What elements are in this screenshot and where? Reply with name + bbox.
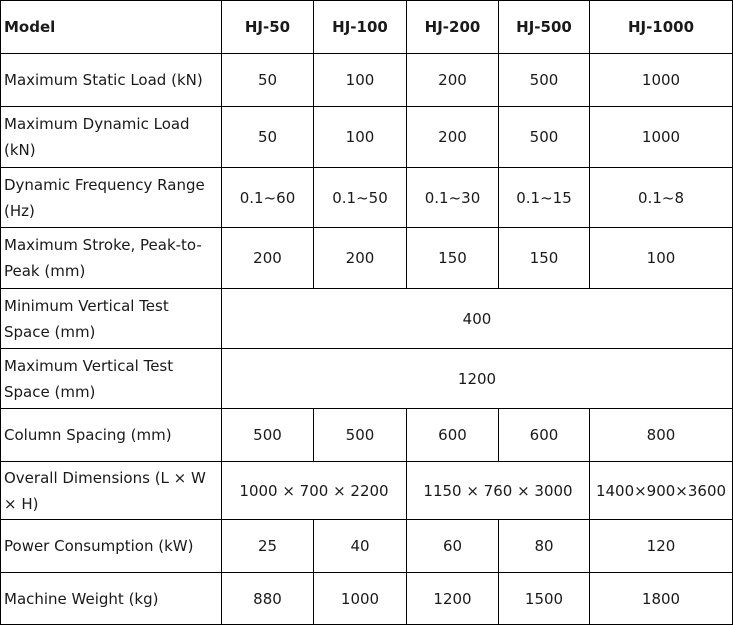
cell-value: 1200: [407, 573, 499, 625]
model-hj-100: HJ-100: [314, 1, 407, 54]
cell-value: 500: [314, 409, 407, 462]
cell-value: 50: [222, 107, 314, 168]
model-hj-50: HJ-50: [222, 1, 314, 54]
cell-value: 600: [407, 409, 499, 462]
cell-value: 80: [499, 520, 590, 573]
cell-value: 150: [499, 228, 590, 289]
cell-value: 1800: [590, 573, 733, 625]
cell-value: 1000: [590, 107, 733, 168]
cell-value: 0.1~8: [590, 168, 733, 228]
row-label: Minimum Vertical Test Space (mm): [1, 289, 222, 349]
cell-value-merged: 1150 × 760 × 3000: [407, 462, 590, 520]
row-label: Maximum Static Load (kN): [1, 54, 222, 107]
row-label: Maximum Vertical Test Space (mm): [1, 349, 222, 409]
cell-value-merged: 400: [222, 289, 733, 349]
row-frequency: [1, 168, 733, 228]
cell-value: 0.1~15: [499, 168, 590, 228]
cell-value: 50: [222, 54, 314, 107]
row-label: Power Consumption (kW): [1, 520, 222, 573]
row-label: Machine Weight (kg): [1, 573, 222, 625]
cell-value: 100: [314, 107, 407, 168]
cell-value: 0.1~60: [222, 168, 314, 228]
cell-value-merged: 1000 × 700 × 2200: [222, 462, 407, 520]
cell-value: 120: [590, 520, 733, 573]
cell-value: 200: [222, 228, 314, 289]
cell-value: 1400×900×3600: [590, 462, 733, 520]
row-max-test-space: [1, 349, 733, 409]
cell-value: 25: [222, 520, 314, 573]
cell-value: 200: [407, 54, 499, 107]
cell-value: 200: [407, 107, 499, 168]
model-hj-1000: HJ-1000: [590, 1, 733, 54]
row-label: Dynamic Frequency Range (Hz): [1, 168, 222, 228]
cell-value: 1000: [590, 54, 733, 107]
model-hj-500: HJ-500: [499, 1, 590, 54]
row-label: Overall Dimensions (L × W × H): [1, 462, 222, 520]
cell-value: 880: [222, 573, 314, 625]
cell-value: 0.1~50: [314, 168, 407, 228]
row-label: Column Spacing (mm): [1, 409, 222, 462]
model-hj-200: HJ-200: [407, 1, 499, 54]
row-static-load: [1, 54, 733, 107]
cell-value: 100: [314, 54, 407, 107]
header-row: [1, 1, 733, 54]
row-min-test-space: [1, 289, 733, 349]
cell-value: 800: [590, 409, 733, 462]
row-label: Maximum Stroke, Peak-to-Peak (mm): [1, 228, 222, 289]
row-machine-weight: [1, 573, 733, 625]
cell-value: 150: [407, 228, 499, 289]
row-label: Maximum Dynamic Load (kN): [1, 107, 222, 168]
row-overall-dimensions: [1, 462, 733, 520]
cell-value: 500: [222, 409, 314, 462]
row-power: [1, 520, 733, 573]
row-dynamic-load: [1, 107, 733, 168]
cell-value: 500: [499, 54, 590, 107]
cell-value: 0.1~30: [407, 168, 499, 228]
cell-value: 600: [499, 409, 590, 462]
row-stroke: [1, 228, 733, 289]
cell-value: 60: [407, 520, 499, 573]
cell-value-merged: 1200: [222, 349, 733, 409]
cell-value: 1500: [499, 573, 590, 625]
cell-value: 500: [499, 107, 590, 168]
cell-value: 40: [314, 520, 407, 573]
row-column-spacing: [1, 409, 733, 462]
cell-value: 100: [590, 228, 733, 289]
cell-value: 1000: [314, 573, 407, 625]
model-header-label: Model: [1, 1, 222, 54]
cell-value: 200: [314, 228, 407, 289]
